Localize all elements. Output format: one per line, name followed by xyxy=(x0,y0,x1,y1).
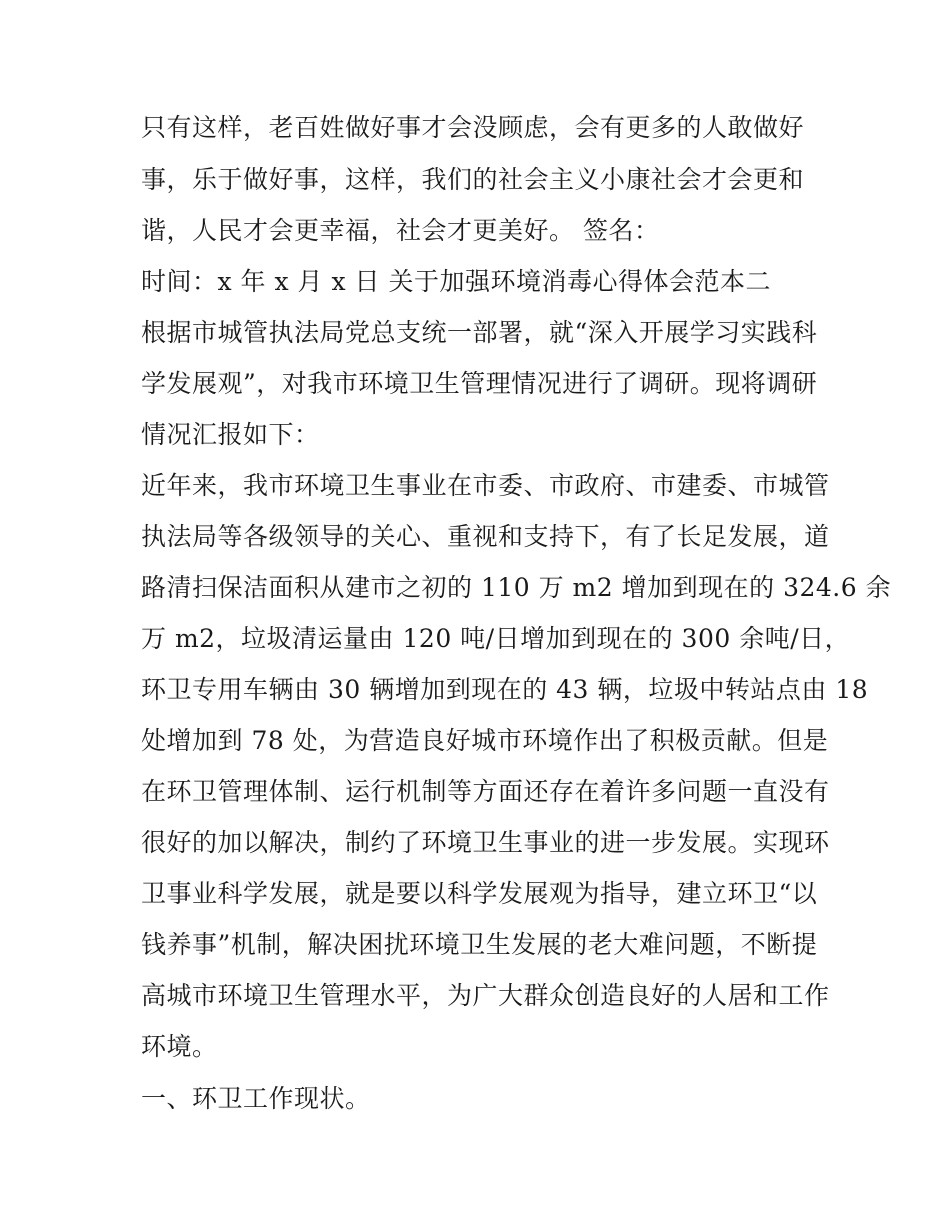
text-line: 环境。 xyxy=(141,1032,218,1061)
text-line: 时间：x 年 x 月 x 日 关于加强环境消毒心得体会范本二 xyxy=(141,267,771,296)
text-line: 万 m2，垃圾清运量由 120 吨/日增加到现在的 300 余吨/日， xyxy=(141,624,851,653)
text-line: 只有这样，老百姓做好事才会没顾虑，会有更多的人敢做好 xyxy=(141,113,805,142)
text-line: 高城市环境卫生管理水平，为广大群众创造良好的人居和工作 xyxy=(141,981,830,1010)
text-line: 谐，人民才会更幸福，社会才更美好。 签名： xyxy=(141,216,660,245)
text-line: 钱养事”机制，解决困扰环境卫生发展的老大难问题，不断提 xyxy=(141,930,818,959)
text-line: 路清扫保洁面积从建市之初的 110 万 m2 增加到现在的 324.6 余 xyxy=(141,573,892,602)
text-line: 事，乐于做好事，这样，我们的社会主义小康社会才会更和 xyxy=(141,165,805,194)
text-line: 根据市城管执法局党总支统一部署，就“深入开展学习实践科 xyxy=(141,318,818,347)
section-heading: 一、环卫工作现状。 xyxy=(141,1084,371,1113)
text-line: 处增加到 78 处，为营造良好城市环境作出了积极贡献。但是 xyxy=(141,726,829,755)
text-line: 在环卫管理体制、运行机制等方面还存在着许多问题一直没有 xyxy=(141,777,830,806)
text-line: 情况汇报如下： xyxy=(141,420,320,449)
text-line: 学发展观”，对我市环境卫生管理情况进行了调研。现将调研 xyxy=(141,369,818,398)
text-line: 近年来，我市环境卫生事业在市委、市政府、市建委、市城管 xyxy=(141,471,830,500)
text-line: 卫事业科学发展，就是要以科学发展观为指导，建立环卫“以 xyxy=(141,879,818,908)
text-line: 环卫专用车辆由 30 辆增加到现在的 43 辆，垃圾中转站点由 18 xyxy=(141,675,869,704)
text-line: 很好的加以解决，制约了环境卫生事业的进一步发展。实现环 xyxy=(141,828,830,857)
text-line: 执法局等各级领导的关心、重视和支持下，有了长足发展，道 xyxy=(141,522,830,551)
